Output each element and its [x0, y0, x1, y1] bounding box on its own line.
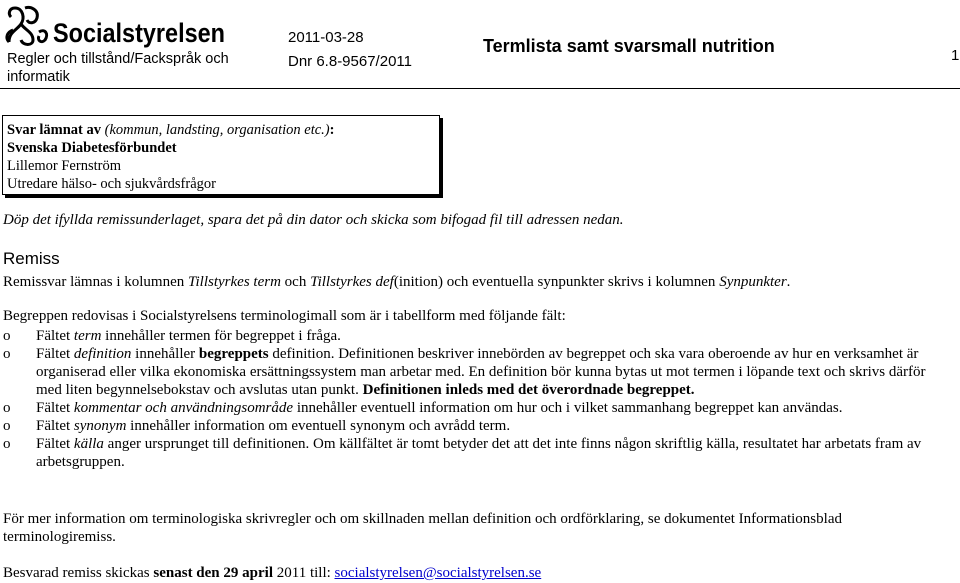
responder-box — [2, 115, 440, 195]
responder-label — [7, 121, 435, 139]
document-date: 2011-03-28 — [288, 29, 364, 46]
p1-c: och — [280, 274, 311, 290]
socialstyrelsen-logo — [3, 2, 227, 46]
list-bullet: o — [3, 346, 11, 362]
list-item — [3, 399, 948, 417]
p4-c: 2011 till: — [273, 565, 335, 581]
email-link[interactable]: socialstyrelsen@socialstyrelsen.se — [334, 565, 542, 581]
department-unit — [7, 50, 277, 86]
p1-b: Tillstyrkes term — [187, 274, 281, 290]
list-item-text: Fältet kommentar och användningsområde innehåller eventuell information om hur och i vilket sammanhang begreppet kan användas. — [36, 400, 843, 416]
p1-e: (inition) och eventuella synpunkter skrivs i kolumnen — [393, 274, 720, 290]
unit-line-1: Regler och tillstånd/Fackspråk och — [7, 51, 229, 67]
responder-person: Lillemor Fernström — [7, 158, 121, 174]
document-meta — [288, 26, 412, 74]
list-item-text: Fältet term innehåller termen för begreppet i fråga. — [36, 328, 341, 344]
p4-deadline: senast den 29 april — [153, 565, 273, 581]
remiss-paragraph-4 — [3, 565, 541, 582]
list-item — [3, 435, 948, 471]
responder-label-bold: Svar lämnat av — [7, 122, 101, 138]
list-item — [3, 345, 948, 399]
unit-line-2: informatik — [7, 69, 70, 85]
section-heading: Remiss — [3, 249, 60, 268]
instruction-text: Döp det ifyllda remissunderlaget, spara det på din dator och skicka som bifogad fil till adressen nedan. — [3, 212, 624, 228]
list-bullet: o — [3, 418, 11, 434]
responder-organisation: Svenska Diabetesförbundet — [7, 140, 177, 156]
list-bullet: o — [3, 436, 11, 452]
remiss-paragraph-1 — [3, 274, 790, 291]
list-item-text: Fältet källa anger ursprunget till definitionen. Om källfältet är tomt betyder det att det inte finns någon skriftlig källa, resultatet har arbetats fram av arbetsgruppen. — [36, 436, 922, 470]
p1-a: Remissvar lämnas i kolumnen — [3, 274, 188, 290]
responder-label-italic: (kommun, landsting, organisation etc.) — [101, 122, 330, 138]
list-item-text: Fältet definition innehåller begreppets definition. Definitionen beskriver innebörden av begreppet och ska vara oberoende av hur en verksamhet är organiserad eller vilka ekonomiska ersättningssystem man arbetar med. En definition bör kunna bytas ut mot termen i löpande text och skrivs därför med liten begynnelsebokstav och avslutas utan punkt. Definitionen inleds med det överordnade begreppet. — [36, 346, 926, 398]
page-number: 1 — [951, 47, 960, 64]
responder-label-colon: : — [329, 122, 335, 138]
responder-role: Utredare hälso- och sjukvårdsfrågor — [7, 176, 216, 192]
p1-g: . — [786, 274, 791, 290]
p4-a: Besvarad remiss skickas — [3, 565, 154, 581]
list-item — [3, 327, 948, 345]
p1-d: Tillstyrkes def — [310, 274, 394, 290]
document-dnr: Dnr 6.8-9567/2011 — [288, 53, 412, 70]
list-bullet: o — [3, 400, 11, 416]
list-item-text: Fältet synonym innehåller information om eventuell synonym och avrådd term. — [36, 418, 511, 434]
remiss-paragraph-3: För mer information om terminologiska skrivregler och om skillnaden mellan definition och ordförklaring, se dokumentet Informationsblad terminologiremiss. — [3, 511, 842, 545]
field-list — [3, 327, 948, 471]
header-divider — [0, 88, 960, 89]
remiss-paragraph-2: Begreppen redovisas i Socialstyrelsens terminologimall som är i tabellform med följande fält: — [3, 308, 566, 324]
list-bullet: o — [3, 328, 11, 344]
document-title: Termlista samt svarsmall nutrition — [483, 36, 775, 56]
logo-text: Socialstyrelsen — [53, 18, 225, 48]
list-item — [3, 417, 948, 435]
p1-f: Synpunkter — [719, 274, 787, 290]
